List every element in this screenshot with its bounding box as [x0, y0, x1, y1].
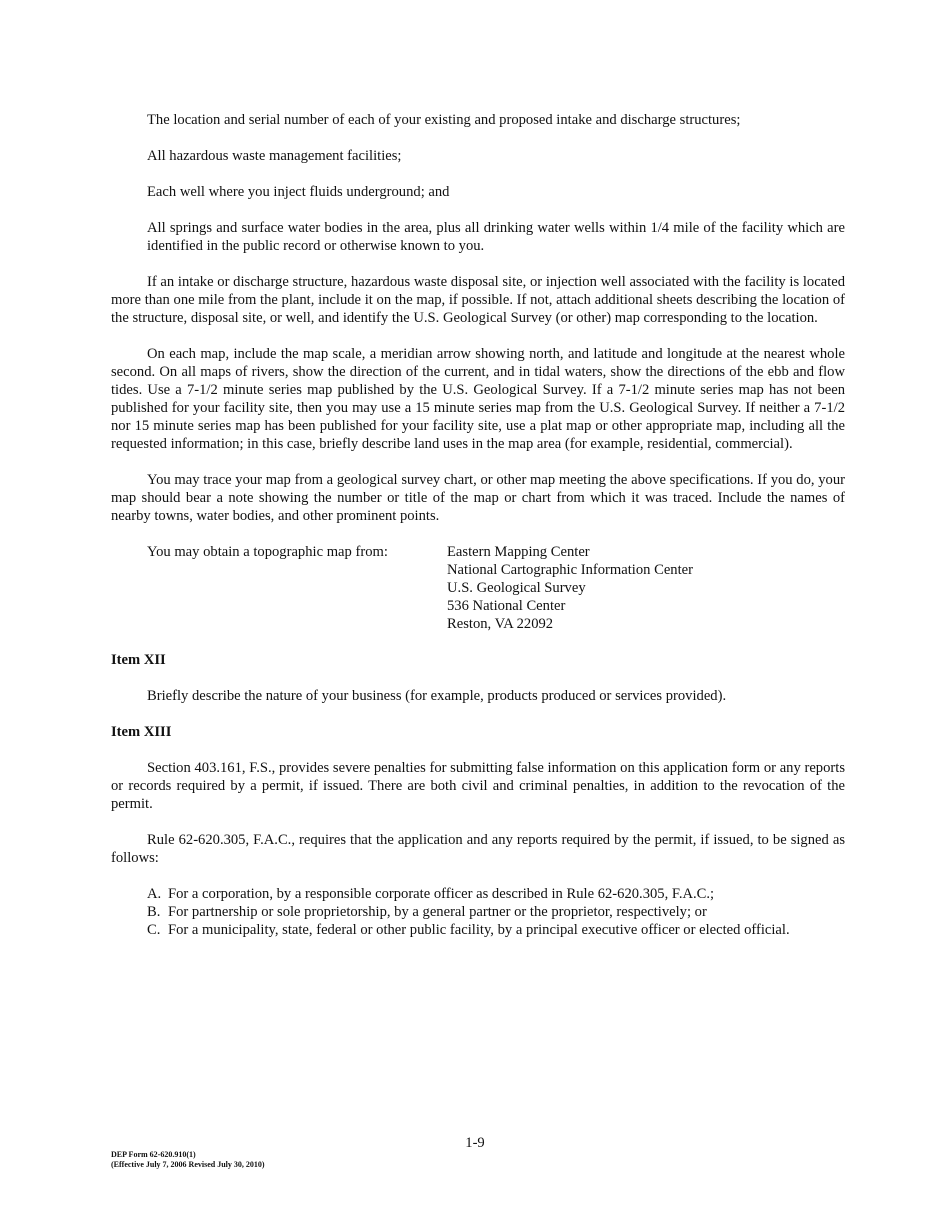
list-item-text: For partnership or sole proprietorship, by a general partner or the proprietor, respectively; or [168, 904, 707, 920]
bullet-hazardous-waste: All hazardous waste management facilities; [147, 148, 402, 164]
item-xiii-signing-rule: Rule 62-620.305, F.A.C., requires that the application and any reports required by the permit, if issued, to be signed as follows: [111, 832, 845, 866]
bullet-intake-structures: The location and serial number of each of your existing and proposed intake and discharge structures; [147, 112, 741, 128]
bullet-springs-wells: All springs and surface water bodies in the area, plus all drinking water wells within 1/4 mile of the facility which are identified in the public record or otherwise known to you. [147, 220, 845, 254]
list-item-text: For a municipality, state, federal or other public facility, by a principal executive officer or elected official. [168, 922, 790, 938]
address-line: National Cartographic Information Center [447, 562, 693, 578]
list-marker: A. [147, 886, 162, 902]
list-marker: C. [147, 922, 161, 938]
topographic-map-source [111, 543, 845, 633]
list-marker: B. [147, 904, 161, 920]
paragraph-intake-location: If an intake or discharge structure, hazardous waste disposal site, or injection well associated with the facility is located more than one mile from the plant, include it on the map, if possible. If not, attach additional sheets describing the location of the structure, disposal site, or well, and identify the U.S. Geological Survey (or other) map corresponding to the location. [111, 274, 845, 326]
footer-form-id: DEP Form 62-620.910(1) [111, 1150, 196, 1159]
list-item [147, 885, 845, 903]
bullet-injection-wells: Each well where you inject fluids underground; and [147, 184, 450, 200]
item-xii-text: Briefly describe the nature of your business (for example, products produced or services provided). [147, 688, 727, 704]
list-item [147, 921, 845, 939]
paragraph-trace-map: You may trace your map from a geological survey chart, or other map meeting the above specifications. If you do, your map should bear a note showing the number or title of the map or chart from which it was traced. Include the names of nearby towns, water bodies, and other prominent points. [111, 472, 845, 524]
item-xiii-penalties: Section 403.161, F.S., provides severe penalties for submitting false information on this application form or any reports or records required by a permit, if issued. There are both civil and criminal penalties, in addition to the revocation of the permit. [111, 760, 845, 812]
paragraph-map-requirements: On each map, include the map scale, a meridian arrow showing north, and latitude and longitude at the nearest whole second. On all maps of rivers, show the direction of the current, and in tidal waters, show the directions of the ebb and flow tides. Use a 7-1/2 minute series map published by the U.S. Geological Survey. If a 7-1/2 minute series map has not been published for your facility site, then you may use a 15 minute series map from the U.S. Geological Survey. If neither a 7-1/2 nor 15 minute series map has been published for your facility site, use a plat map or other appropriate map, including all the requested information; in this case, briefly describe land uses in the map area (for example, residential, commercial). [111, 346, 845, 452]
address-line: Reston, VA 22092 [447, 616, 554, 632]
footer-effective-date: (Effective July 7, 2006 Revised July 30, 2010) [111, 1160, 265, 1169]
list-item [147, 903, 845, 921]
form-footer [111, 1150, 265, 1170]
address-line: Eastern Mapping Center [447, 544, 590, 560]
topo-address [447, 543, 845, 633]
list-item-text: For a corporation, by a responsible corporate officer as described in Rule 62-620.305, F.A.C.; [168, 886, 715, 902]
address-line: 536 National Center [447, 598, 566, 614]
page-number: 1-9 [465, 1135, 485, 1151]
signing-list [111, 885, 845, 939]
topo-label: You may obtain a topographic map from: [147, 544, 388, 560]
item-xii-heading: Item XII [111, 652, 166, 668]
item-xiii-heading: Item XIII [111, 724, 172, 740]
address-line: U.S. Geological Survey [447, 580, 586, 596]
document-body [111, 111, 845, 939]
